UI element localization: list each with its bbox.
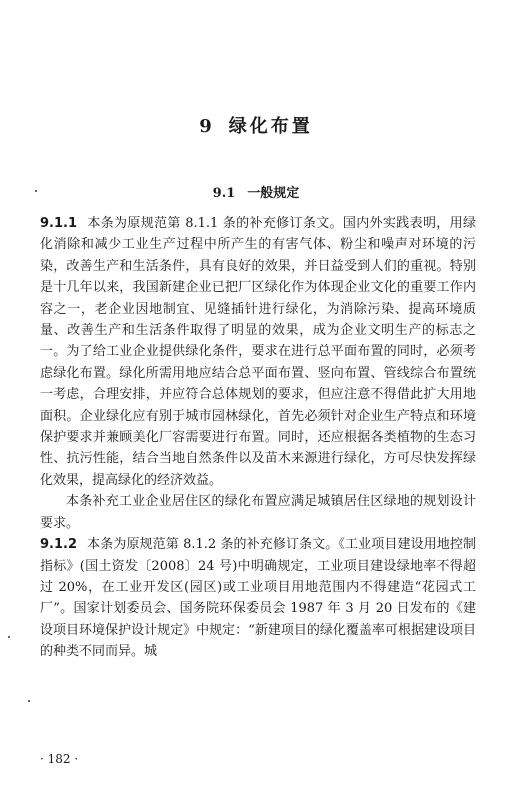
body-text: [40, 213, 476, 663]
chapter-number: 9: [199, 116, 215, 137]
clause-number: 9.1.2: [40, 537, 78, 553]
section-number: 9.1: [212, 186, 236, 201]
clause-number: 9.1.1: [40, 216, 78, 231]
clause-text: 本条为原规范第 8.1.2 条的补充修订条文。《工业项目建设用地控制指标》(国土资发〔2008〕24 号)中明确规定，工业项目建设绿地率不得超过 20%，在工业开发区(园区)或工业项目用地范围内不得建造“花园式工厂”。国家计划委员会、国务院环保委员会 1987 年 3 月 20 日发布的《建设项目环境保护设计规定》中规定：“新建项目的绿化覆盖率可根据建设项目的种类不同而异。城: [40, 537, 476, 660]
chapter-title-text: 绿化布置: [228, 116, 313, 137]
clause-text: 本条为原规范第 8.1.1 条的补充修订条文。国内外实践表明，用绿化消除和减少工业生产过程中所产生的有害气体、粉尘和噪声对环境的污染，改善生产和生活条件，具有良好的效果，并日益受到人们的重视。特别是十几年以来，我国新建企业已把厂区绿化作为体现企业文化的重要工作内容之一，老企业因地制宜、见缝插针进行绿化，为消除污染、提高环境质量、改善生产和生活条件取得了明显的效果，成为企业文明生产的标志之一。为了给工业企业提供绿化条件，要求在进行总平面布置的同时，必须考虑绿化布置。绿化所需用地应结合总平面布置、竖向布置、管线综合布置统一考虑，合理安排，并应符合总体规划的要求，但应注意不得借此扩大用地面积。企业绿化应有别于城市园林绿化，首先必须针对企业生产特点和环境保护要求并兼顾美化厂容需要进行布置。同时，还应根据各类植物的生态习性、抗污性能，结合当地自然条件以及苗木来源进行绿化，方可尽快发挥绿化效果，提高绿化的经济效益。: [40, 216, 476, 488]
clause-9-1-2: [40, 534, 476, 662]
clause-9-1-1-extra: 本条补充工业企业居住区的绿化布置应满足城镇居住区绿地的规划设计要求。: [40, 494, 476, 531]
clause-9-1-1: [40, 213, 476, 491]
section-title-text: 一般规定: [247, 186, 300, 201]
page-number: · 182 ·: [40, 752, 79, 766]
scan-speck: [8, 636, 10, 638]
chapter-title: [0, 112, 512, 138]
scan-speck: [35, 190, 37, 192]
section-title: [0, 182, 512, 201]
scan-speck: [28, 700, 30, 702]
